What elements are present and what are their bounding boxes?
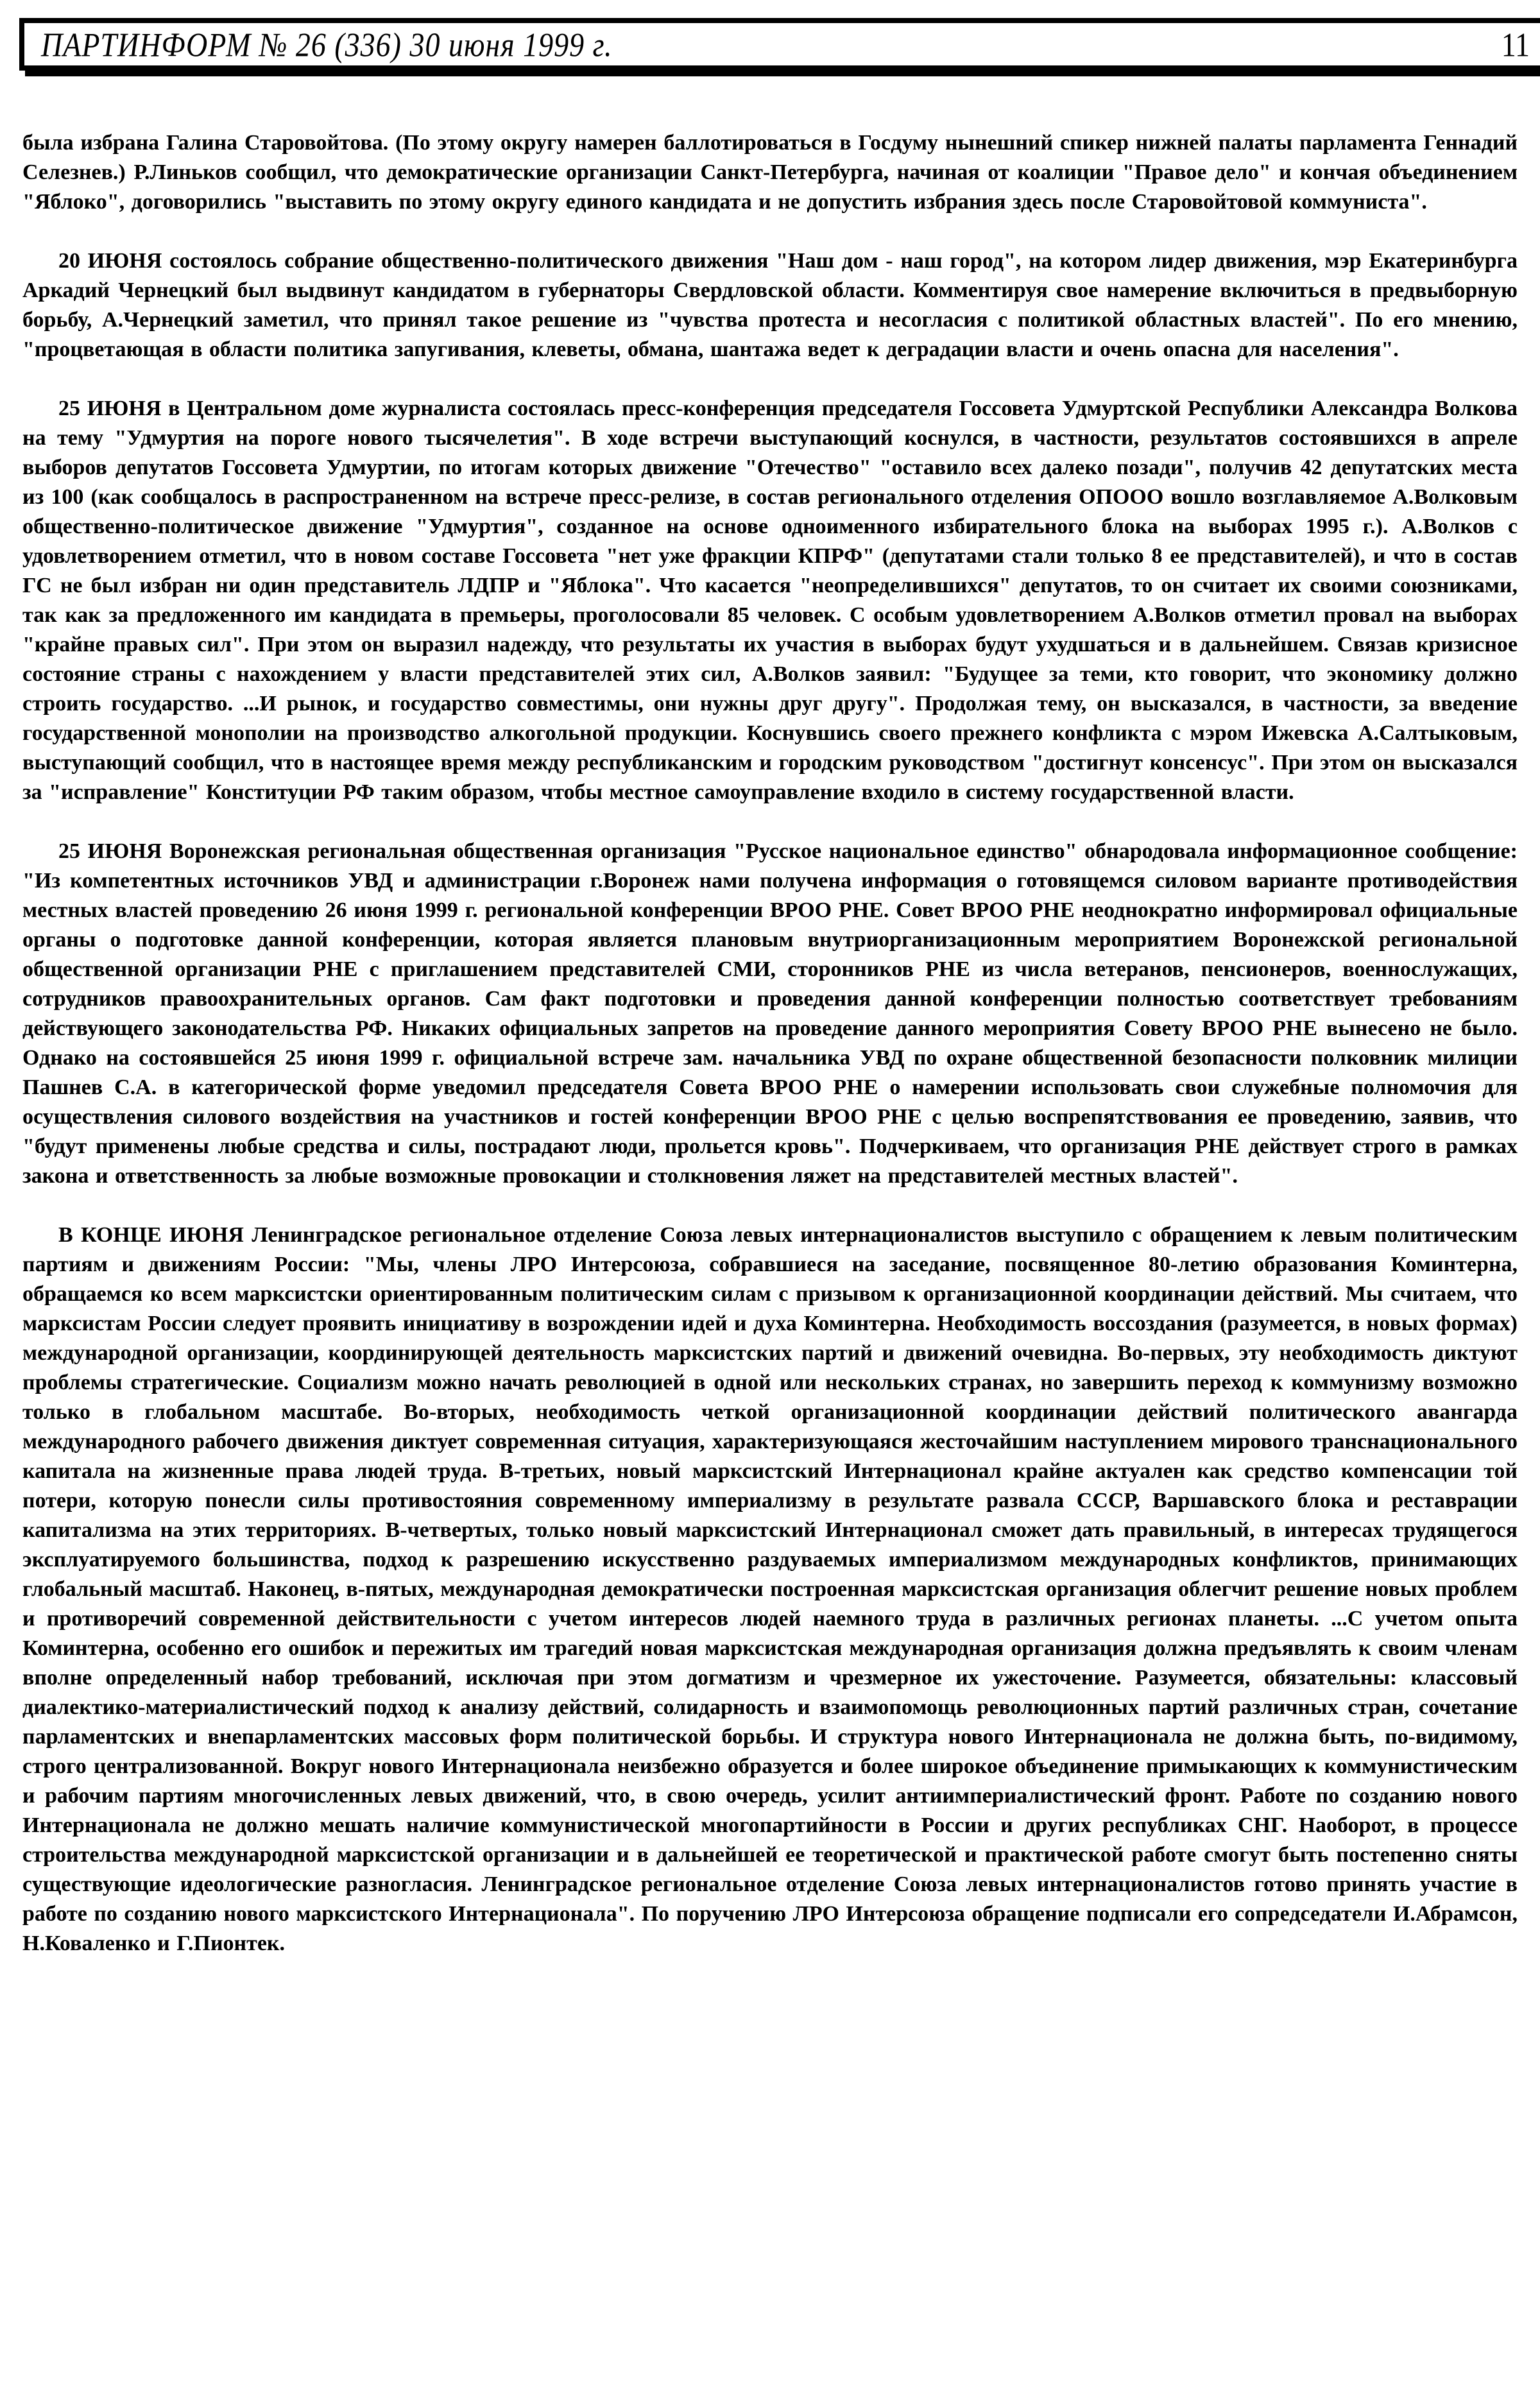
paragraph-end-of-june: В КОНЦЕ ИЮНЯ Ленинградское региональное отделение Союза левых интернационалистов выступило с обращением к левым политическим партиям и движениям России: "Мы, члены ЛРО Интерсоюза, собравшиеся на заседание, посвященное 80-летию образования Коминтерна, обращаемся ко всем марксистски ориентированным политическим силам с призывом к организационной координации действий. Мы считаем, что марксистам России следует проявить инициативу в возрождении идей и духа Коминтерна. Необходимость воссоздания (разумеется, в новых формах) международной организации, координирующей деятельность марксистских партий и движений очевидна. Во-первых, эту необходимость диктуют проблемы стратегические. Социализм можно начать революцией в одной или нескольких странах, но завершить переход к коммунизму возможно только в глобальном масштабе. Во-вторых, необходимость четкой организационной координации действий политического авангарда международного рабочего движения диктует современная ситуация, характеризующаяся жесточайшим наступлением мирового транснационального капитала на жизненные права людей труда. В-третьих, новый марксистский Интернационал крайне актуален как средство компенсации той потери, которую понесли силы противостояния современному империализму в результате развала СССР, Варшавского блока и реставрации капитализма на этих территориях. В-четвертых, только новый марксистский Интернационал сможет дать правильный, в интересах трудящегося эксплуатируемого большинства, подход к разрешению искусственно раздуваемых империализмом международных конфликтов, принимающих глобальный масштаб. Наконец, в-пятых, международная демократически построенная марксистская организация облегчит решение новых проблем и противоречий современной действительности с учетом интересов людей наемного труда в различных регионах планеты. ...С учетом опыта Коминтерна, особенно его ошибок и пережитых им трагедий новая марксистская международная организация должна предъявлять к своим членам вполне определенный набор требований, исключая при этом догматизм и чрезмерное их ужесточение. Разумеется, обязательны: классовый диалектико-материалистический подход к анализу действий, солидарность и взаимопомощь революционных партий различных стран, сочетание парламентских и внепарламентских массовых форм политической борьбы. И структура нового Интернационала не должна быть, по-видимому, строго централизованной. Вокруг нового Интернационала неизбежно образуется и более широкое объединение примыкающих к коммунистическим и рабочим партиям многочисленных левых движений, что, в свою очередь, усилит антиимпериалистический фронт. Работе по созданию нового Интернационала не должно мешать наличие коммунистической многопартийности в России и других республиках СНГ. Наоборот, в процессе строительства международной марксистской организации и в дальнейшей ее теоретической и практической работе смогут быть постепенно сняты существующие идеологические разногласия. Ленинградское региональное отделение Союза левых интернационалистов готово принять участие в работе по созданию нового марксистского Интернационала". По поручению ЛРО Интерсоюза обращение подписали его сопредседатели И.Абрамсон, Н.Коваленко и Г.Пионтек. (22, 1223, 1518, 1955)
page-header (19, 18, 1540, 71)
article-body (22, 128, 1518, 1988)
newsletter-title: ПАРТИНФОРМ № 26 (336) 30 июня 1999 г. (41, 25, 613, 64)
paragraph-continuation: была избрана Галина Старовойтова. (По этому округу намерен баллотироваться в Госдуму нынешний спикер нижней палаты парламента Геннадий Селезнев.) Р.Линьков сообщил, что демократические организации Санкт-Петербурга, начиная от коалиции "Правое дело" и кончая объединением "Яблоко", договорились "выставить по этому округу единого кандидата и не допустить избрания здесь после Старовойтовой коммуниста". (22, 131, 1518, 214)
paragraph-june-25-udmurtia: 25 ИЮНЯ в Центральном доме журналиста состоялась пресс-конференция председателя Госсовета Удмуртской Республики Александра Волкова на тему "Удмуртия на пороге нового тысячелетия". В ходе встречи выступающий коснулся, в частности, результатов состоявшихся в апреле выборов депутатов Госсовета Удмуртии, по итогам которых движение "Отечество" "оставило всех далеко позади", получив 42 депутатских места из 100 (как сообщалось в распространенном на встрече пресс-релизе, в состав регионального отделения ОПООО вошло возглавляемое А.Волковым общественно-политическое движение "Удмуртия", созданное на основе одноименного избирательного блока на выборах 1995 г.). А.Волков с удовлетворением отметил, что в новом составе Госсовета "нет уже фракции КПРФ" (депутатами стали только 8 ее представителей), и что в состав ГС не был избран ни один представитель ЛДПР и "Яблока". Что касается "неопределившихся" депутатов, то он считает их своими союзниками, так как за предложенного им кандидата в премьеры, проголосовали 85 человек. С особым удовлетворением А.Волков отметил провал на выборах "крайне правых сил". При этом он выразил надежду, что результаты их участия в выборах будут ухудшаться и в дальнейшем. Связав кризисное состояние страны с нахождением у власти представителей этих сил, А.Волков заявил: "Будущее за теми, кто говорит, что экономику должно строить государство. ...И рынок, и государство совместимы, они нужны друг другу". Продолжая тему, он высказался, в частности, за введение государственной монополии на производство алкогольной продукции. Коснувшись своего прежнего конфликта с мэром Ижевска А.Салтыковым, выступающий сообщил, что в настоящее время между республиканским и городским руководством "достигнут консенсус". При этом он высказался за "исправление" Конституции РФ таким образом, чтобы местное самоуправление входило в систему государственной власти. (22, 397, 1518, 804)
paragraph-june-20: 20 ИЮНЯ состоялось собрание общественно-политического движения "Наш дом - наш город", на котором лидер движения, мэр Екатеринбурга Аркадий Чернецкий был выдвинут кандидатом в губернаторы Свердловской области. Комментируя свое намерение включиться в предвыборную борьбу, А.Чернецкий заметил, что принял такое решение из "чувства протеста и несогласия с политикой областных властей". По его мнению, "процветающая в области политика запугивания, клеветы, обмана, шантажа ведет к деградации власти и очень опасна для населения". (22, 249, 1518, 361)
page-number: 11 (1501, 25, 1530, 64)
paragraph-june-25-voronezh: 25 ИЮНЯ Воронежская региональная общественная организация "Русское национальное единство" обнародовала информационное сообщение: "Из компетентных источников УВД и администрации г.Воронеж нами получена информация о готовящемся силовом варианте противодействия местных властей проведению 26 июня 1999 г. региональной конференции ВРОО РНЕ. Совет ВРОО РНЕ неоднократно информировал официальные органы о подготовке данной конференции, которая является плановым внутриорганизационным мероприятием Воронежской региональной общественной организации РНЕ с приглашением представителей СМИ, сторонников РНЕ из числа ветеранов, пенсионеров, военнослужащих, сотрудников правоохранительных органов. Сам факт подготовки и проведения данной конференции полностью соответствует требованиям действующего законодательства РФ. Никаких официальных запретов на проведение данного мероприятия Совету ВРОО РНЕ вынесено не было. Однако на состоявшейся 25 июня 1999 г. официальной встрече зам. начальника УВД по охране общественной безопасности полковник милиции Пашнев С.А. в категорической форме уведомил председателя Совета ВРОО РНЕ о намерении использовать свои служебные полномочия для осуществления силового воздействия на участников и гостей конференции ВРОО РНЕ с целью воспрепятствования ее проведению, заявив, что "будут применены любые средства и силы, пострадают люди, прольется кровь". Подчеркиваем, что организация РНЕ действует строго в рамках закона и ответственность за любые возможные провокации и столкновения ляжет на представителей местных властей". (22, 839, 1518, 1188)
